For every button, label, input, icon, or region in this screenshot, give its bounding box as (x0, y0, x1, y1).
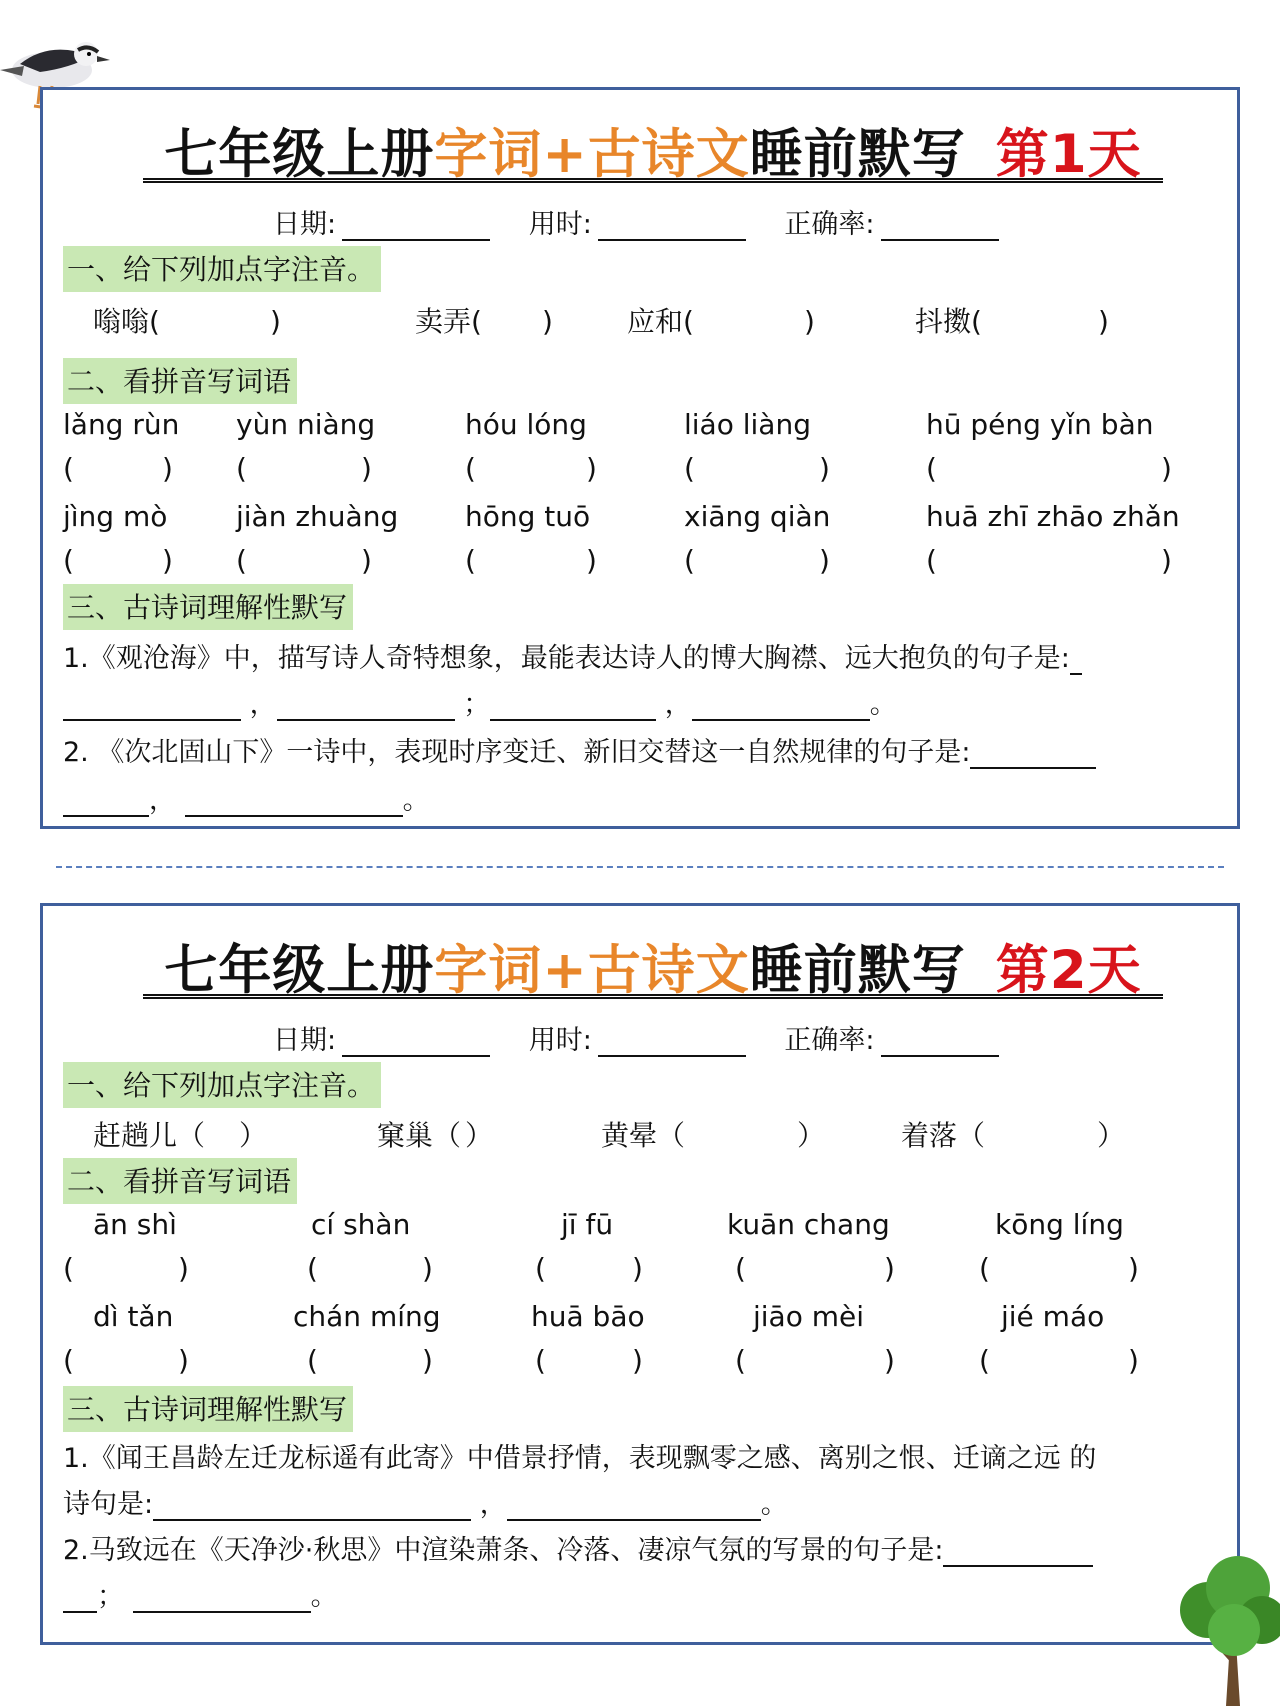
answer-paren[interactable]: ( ) (926, 544, 1172, 577)
section-heading-2: 二、看拼音写词语 (63, 358, 297, 404)
word-item: 赶趟儿（ ） (93, 1119, 268, 1152)
answer-paren[interactable]: ( ) (63, 1344, 189, 1377)
pinyin-item: jié máo (1001, 1300, 1105, 1333)
date-blank[interactable] (342, 213, 490, 241)
pinyin-item: liáo liàng (684, 408, 811, 441)
pinyin-item: huā bāo (531, 1300, 645, 1333)
pinyin-item: dì tǎn (93, 1300, 174, 1333)
answer-blank[interactable] (692, 695, 870, 721)
pinyin-item: jī fū (561, 1208, 614, 1241)
pinyin-item: kuān chang (727, 1208, 890, 1241)
pinyin-item: jiāo mèi (753, 1300, 865, 1333)
dashed-divider (56, 866, 1224, 868)
pinyin-item: xiāng qiàn (684, 500, 831, 533)
pinyin-item: jiàn zhuàng (236, 500, 399, 533)
worksheet-day-2 (40, 903, 1240, 1645)
question-1-answer-line: 诗句是: ， 。 (63, 1489, 788, 1520)
title-day: 第2天 (995, 940, 1142, 1001)
tree-illustration (1178, 1550, 1280, 1706)
answer-paren[interactable]: ( ) (926, 452, 1172, 485)
word-item: 着落（ ） (901, 1119, 1126, 1152)
section-heading-3: 三、古诗词理解性默写 (63, 584, 353, 630)
word-item: 窠巢（ ） (377, 1119, 494, 1152)
section-heading-1: 一、给下列加点字注音。 (63, 246, 381, 292)
answer-blank[interactable] (63, 1587, 97, 1613)
answer-blank[interactable] (1070, 649, 1082, 675)
date-label: 日期: (273, 209, 337, 240)
question-1: 1.《观沧海》中，描写诗人奇特想象，最能表达诗人的博大胸襟、远大抱负的句子是: (63, 636, 1082, 675)
pinyin-item: hū péng yǐn bàn (926, 408, 1154, 441)
answer-paren[interactable]: ( ) (535, 1252, 643, 1285)
title-underline (143, 994, 1163, 999)
answer-paren[interactable]: ( ) (465, 544, 597, 577)
word-item: 抖擞( ) (915, 305, 1109, 338)
word-item: 黄晕（ ） (601, 1119, 826, 1152)
title-part-bedtime: 睡前默写 (749, 124, 966, 185)
question-2-answer-line: ； 。 (63, 1574, 338, 1613)
pinyin-item: hōng tuō (465, 500, 591, 533)
worksheet-title (143, 928, 1163, 1004)
time-label: 用时: (528, 209, 592, 240)
title-part-topic: 字词+古诗文 (434, 940, 750, 1001)
date-blank[interactable] (342, 1029, 490, 1057)
answer-paren[interactable]: ( ) (63, 1252, 189, 1285)
pinyin-item: kōng líng (995, 1208, 1124, 1241)
word-item: 应和( ) (627, 305, 815, 338)
question-1: 1.《闻王昌龄左迁龙标遥有此寄》中借景抒情，表现飘零之感、离别之恨、迁谪之远 的 (63, 1443, 1097, 1474)
time-label: 用时: (528, 1025, 592, 1056)
title-part-topic: 字词+古诗文 (434, 124, 750, 185)
accuracy-label: 正确率: (784, 1025, 875, 1056)
question-1-answer-line: ， ； ， 。 (63, 682, 897, 721)
answer-blank[interactable] (943, 1541, 1093, 1567)
accuracy-blank[interactable] (881, 1029, 999, 1057)
answer-paren[interactable]: ( ) (735, 1252, 895, 1285)
pinyin-item: lǎng rùn (63, 408, 180, 441)
answer-blank[interactable] (507, 1495, 761, 1521)
pinyin-item: yùn niàng (236, 408, 376, 441)
question-2-answer-line: ， 。 (63, 778, 430, 817)
answer-blank[interactable] (63, 695, 241, 721)
answer-paren[interactable]: ( ) (307, 1252, 433, 1285)
answer-blank[interactable] (490, 695, 656, 721)
answer-paren[interactable]: ( ) (979, 1252, 1139, 1285)
question-2: 2.马致远在《天净沙·秋思》中渲染萧条、冷落、凄凉气氛的写景的句子是: (63, 1528, 1093, 1567)
pinyin-item: hóu lóng (465, 408, 587, 441)
title-part-grade: 七年级上册 (164, 124, 435, 185)
answer-paren[interactable]: ( ) (735, 1344, 895, 1377)
section-heading-1: 一、给下列加点字注音。 (63, 1062, 381, 1108)
pinyin-item: cí shàn (311, 1208, 411, 1241)
title-day: 第1天 (995, 124, 1142, 185)
answer-paren[interactable]: ( ) (307, 1344, 433, 1377)
answer-paren[interactable]: ( ) (684, 452, 830, 485)
date-label: 日期: (273, 1025, 337, 1056)
section-heading-3: 三、古诗词理解性默写 (63, 1386, 353, 1432)
pinyin-item: jìng mò (63, 500, 168, 533)
title-underline (143, 178, 1163, 183)
answer-paren[interactable]: ( ) (684, 544, 830, 577)
pinyin-item: ān shì (93, 1208, 177, 1241)
worksheet-title (143, 112, 1163, 188)
accuracy-blank[interactable] (881, 213, 999, 241)
section-heading-2: 二、看拼音写词语 (63, 1158, 297, 1204)
question-2: 2. 《次北固山下》一诗中，表现时序变迁、新旧交替这一自然规律的句子是: (63, 730, 1096, 769)
title-part-bedtime: 睡前默写 (749, 940, 966, 1001)
answer-blank[interactable] (185, 791, 403, 817)
pinyin-item: huā zhī zhāo zhǎn (926, 500, 1180, 533)
answer-blank[interactable] (277, 695, 455, 721)
meta-row (273, 202, 1029, 241)
answer-paren[interactable]: ( ) (979, 1344, 1139, 1377)
answer-paren[interactable]: ( ) (236, 544, 372, 577)
time-blank[interactable] (598, 213, 746, 241)
meta-row (273, 1018, 1029, 1057)
answer-paren[interactable]: ( ) (465, 452, 597, 485)
answer-paren[interactable]: ( ) (535, 1344, 643, 1377)
answer-paren[interactable]: ( ) (236, 452, 372, 485)
worksheet-day-1 (40, 87, 1240, 829)
answer-blank[interactable] (63, 791, 149, 817)
pinyin-item: chán míng (293, 1300, 441, 1333)
answer-blank[interactable] (133, 1587, 311, 1613)
word-item: 卖弄( ) (415, 305, 553, 338)
time-blank[interactable] (598, 1029, 746, 1057)
answer-paren[interactable]: ( ) (63, 452, 173, 485)
word-item: 嗡嗡( ) (93, 305, 281, 338)
title-part-grade: 七年级上册 (164, 940, 435, 1001)
answer-blank[interactable] (153, 1495, 471, 1521)
answer-paren[interactable]: ( ) (63, 544, 173, 577)
accuracy-label: 正确率: (784, 209, 875, 240)
answer-blank[interactable] (970, 743, 1096, 769)
